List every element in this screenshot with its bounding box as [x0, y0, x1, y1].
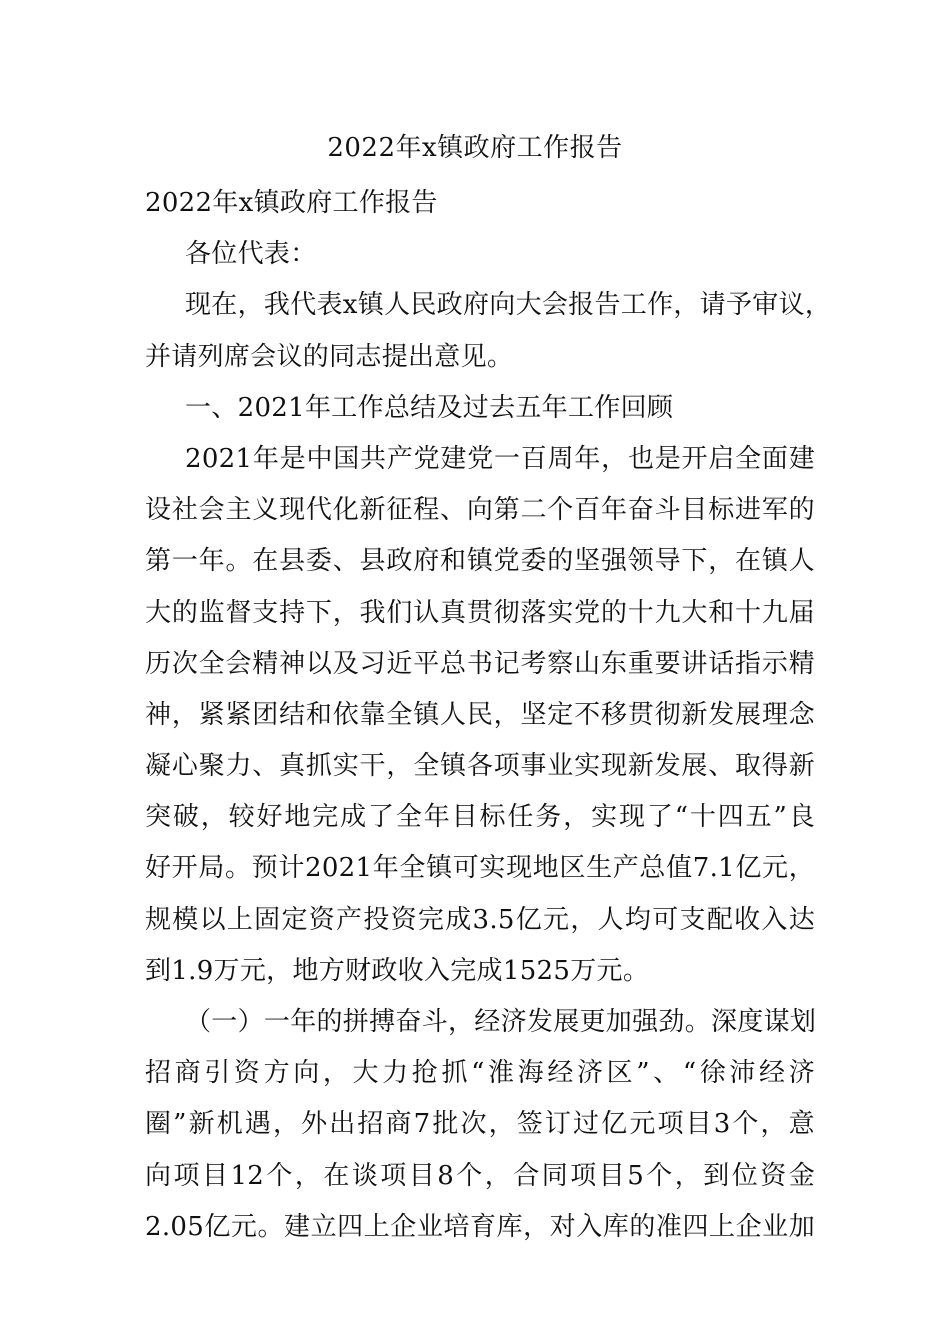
paragraph-line: 神，紧紧团结和依靠全镇人民，坚定不移贯彻新发展理念: [145, 699, 815, 730]
section-heading: 一、2021年工作总结及过去五年工作回顾: [185, 392, 674, 423]
paragraph-line: 2.05亿元。建立四上企业培育库，对入库的准四上企业加: [145, 1211, 815, 1242]
paragraph-line: 圈”新机遇，外出招商7批次，签订过亿元项目3个，意: [145, 1109, 815, 1140]
paragraph-line: 规模以上固定资产投资完成3.5亿元，人均可支配收入达: [145, 904, 815, 935]
paragraph-line: 2021年是中国共产党建党一百周年，也是开启全面建: [185, 443, 815, 474]
paragraph-line: 向项目12个，在谈项目8个，合同项目5个，到位资金: [145, 1160, 815, 1191]
paragraph-line: （一）一年的拼搏奋斗，经济发展更加强劲。深度谋划: [185, 1007, 817, 1037]
paragraph-line: 设社会主义现代化新征程、向第二个百年奋斗目标进军的: [145, 495, 815, 526]
paragraph-line: 突破，较好地完成了全年目标任务，实现了“十四五”良: [145, 802, 815, 833]
paragraph-line: 大的监督支持下，我们认真贯彻落实党的十九大和十九届: [145, 597, 815, 628]
document-body: [145, 178, 832, 1253]
paragraph-line: 现在，我代表x镇人民政府向大会报告工作，请予审议，: [185, 290, 832, 321]
paragraph-line: 好开局。预计2021年全镇可实现地区生产总值7.1亿元，: [145, 853, 815, 884]
paragraph-line: 历次全会精神以及习近平总书记考察山东重要讲话指示精: [145, 648, 815, 679]
paragraph-line: 招商引资方向，大力抢抓“淮海经济区”、“徐沛经济: [145, 1058, 815, 1089]
document-title: 2022年x镇政府工作报告: [327, 133, 623, 163]
paragraph-line: 到1.9万元，地方财政收入完成1525万元。: [145, 955, 650, 986]
paragraph-line: 凝心聚力、真抓实干，全镇各项事业实现新发展、取得新: [145, 751, 815, 782]
paragraph-line: 第一年。在县委、县政府和镇党委的坚强领导下，在镇人: [145, 546, 815, 577]
document-subtitle: 2022年x镇政府工作报告: [145, 188, 438, 218]
salutation: 各位代表：: [185, 239, 317, 270]
paragraph-line: 并请列席会议的同志提出意见。: [145, 341, 514, 372]
